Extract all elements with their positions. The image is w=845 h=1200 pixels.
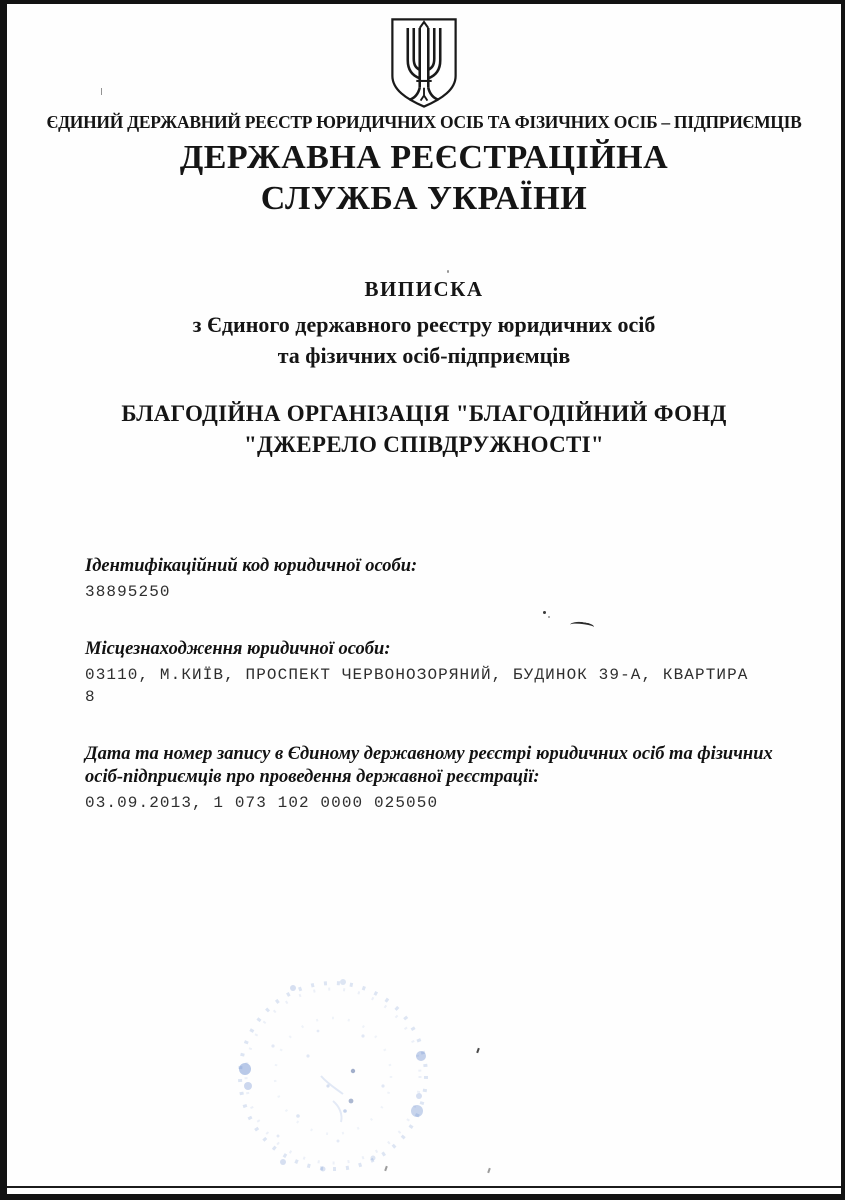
field-value: 38895250 [85, 583, 171, 601]
field-label: Ідентифікаційний код юридичної особи: [85, 556, 418, 576]
ink-speck [487, 1168, 491, 1173]
agency-name-line1: ДЕРЖАВНА РЕЄСТРАЦІЙНА [179, 139, 669, 176]
field-label: Дата та номер запису в Єдиному державному реєстрі юридичних осіб та фізичних осіб-підприємців про проведення державної реєстрації: [85, 744, 773, 787]
ink-speck [548, 616, 550, 618]
field-identification-code [85, 555, 797, 603]
ukraine-trident-emblem-icon [385, 16, 463, 110]
agency-name-line2: СЛУЖБА УКРАЇНИ [260, 180, 588, 217]
field-value: 03.09.2013, 1 073 102 0000 025050 [85, 794, 439, 812]
field-value: 03110, М.КИЇВ, ПРОСПЕКТ ЧЕРВОНОЗОРЯНИЙ, БУДИНОК 39-А, КВАРТИРА 8 [85, 666, 749, 706]
fields-section [85, 555, 797, 814]
entity-name [7, 398, 841, 460]
ink-speck [384, 1166, 388, 1171]
ink-speck [543, 611, 546, 614]
registry-title-line: ЄДИНИЙ ДЕРЖАВНИЙ РЕЄСТР ЮРИДИЧНИХ ОСІБ ТА ФІЗИЧНИХ ОСІБ – ПІДПРИЄМЦІВ [46, 112, 802, 132]
field-legal-address [85, 638, 797, 708]
round-ink-stamp-icon [233, 976, 433, 1176]
agency-name [7, 137, 841, 219]
ink-speck [476, 1048, 480, 1053]
ink-speck [447, 270, 449, 273]
document-subtitle-line2: та фізичних осіб-підприємців [277, 343, 571, 368]
entity-name-line1: БЛАГОДІЙНА ОРГАНІЗАЦІЯ "БЛАГОДІЙНИЙ ФОНД [121, 401, 727, 426]
document-title: ВИПИСКА [364, 277, 484, 301]
entity-name-line2: "ДЖЕРЕЛО СПІВДРУЖНОСТІ" [243, 432, 604, 457]
field-registration-record [85, 743, 797, 814]
document-subtitle-line1: з Єдиного державного реєстру юридичних осіб [192, 312, 656, 337]
field-label: Місцезнаходження юридичної особи: [85, 639, 391, 659]
ink-speck [101, 88, 102, 95]
emblem-container [7, 16, 841, 110]
